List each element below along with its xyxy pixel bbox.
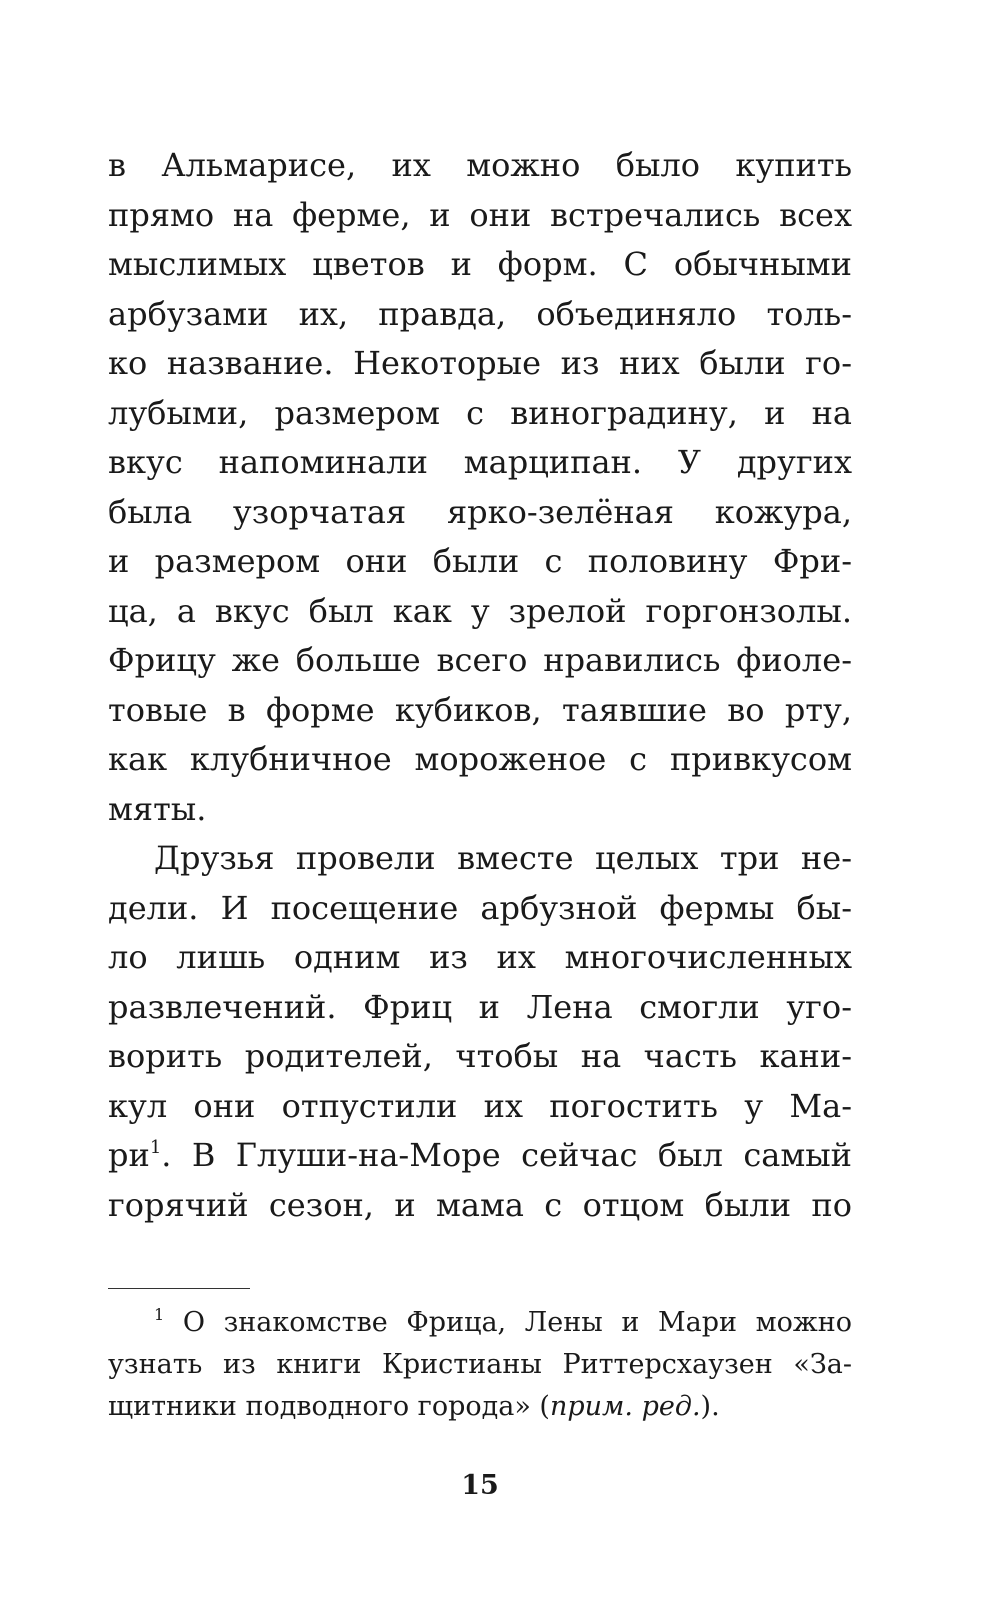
body-text [108, 141, 852, 1230]
text-line: мяты. [108, 789, 207, 828]
text-line: товые в форме кубиков, таявшие во рту, [108, 690, 852, 729]
text-line: ко название. Некоторые из них были го- [108, 344, 852, 382]
text-line: вкус напоминали марципан. У других [108, 443, 852, 481]
footnote-text: О знакомстве Фрица, Лены и Мари можно [182, 1307, 852, 1338]
text-line: мыслимых цветов и форм. С обычными [108, 245, 852, 283]
text-line: развлечений. Фриц и Лена смогли уго- [108, 987, 852, 1026]
text-line: лубыми, размером с виноградину, и на [108, 393, 852, 432]
text-line: была узорчатая ярко-зелёная кожура, [108, 492, 852, 531]
text-line: прямо на ферме, и они встречались всех [108, 195, 852, 234]
text-line: ворить родителей, чтобы на часть кани- [108, 1037, 852, 1075]
text-line: арбузами их, правда, объединяло толь- [108, 294, 852, 333]
text-line: ца, а вкус был как у зрелой горгонзолы. [108, 591, 852, 630]
paragraph-first-line: Друзья провели вместе целых три не- [154, 839, 852, 877]
footnote [108, 1302, 852, 1428]
footnote-line [108, 1386, 852, 1428]
footnote-marker: 1 [154, 1305, 165, 1324]
footnote-separator [108, 1288, 250, 1289]
text-line: кул они отпустили их погостить у Ма- [108, 1086, 852, 1125]
footnote-reference[interactable]: 1 [149, 1137, 162, 1158]
text-line: и размером они были с половину Фри- [108, 542, 852, 580]
editor-note: прим. ред. [549, 1391, 701, 1422]
footnote-line: узнать из книги Кристианы Риттерсхаузен «За- [108, 1349, 852, 1380]
text-line: в Альмарисе, их можно было купить [108, 146, 852, 184]
text-fragment: ри [108, 1136, 150, 1174]
footnote-line [108, 1302, 852, 1344]
text-line: Фрицу же больше всего нравились фиоле- [108, 641, 852, 679]
page-number: 15 [461, 1470, 499, 1501]
text-fragment: . В Глуши-на-Море сейчас был самый [161, 1136, 852, 1174]
text-line: ло лишь одним из их многочисленных [108, 938, 852, 976]
footnote-text: щитники подводного города» ( [108, 1391, 550, 1422]
text-line: горячий сезон, и мама с отцом были по [108, 1185, 852, 1224]
text-line: как клубничное мороженое с привкусом [108, 740, 852, 778]
text-line: дели. И посещение арбузной фермы бы- [108, 888, 852, 927]
text-line-with-footnote-ref [108, 1131, 852, 1181]
footnote-text: ). [700, 1391, 720, 1422]
